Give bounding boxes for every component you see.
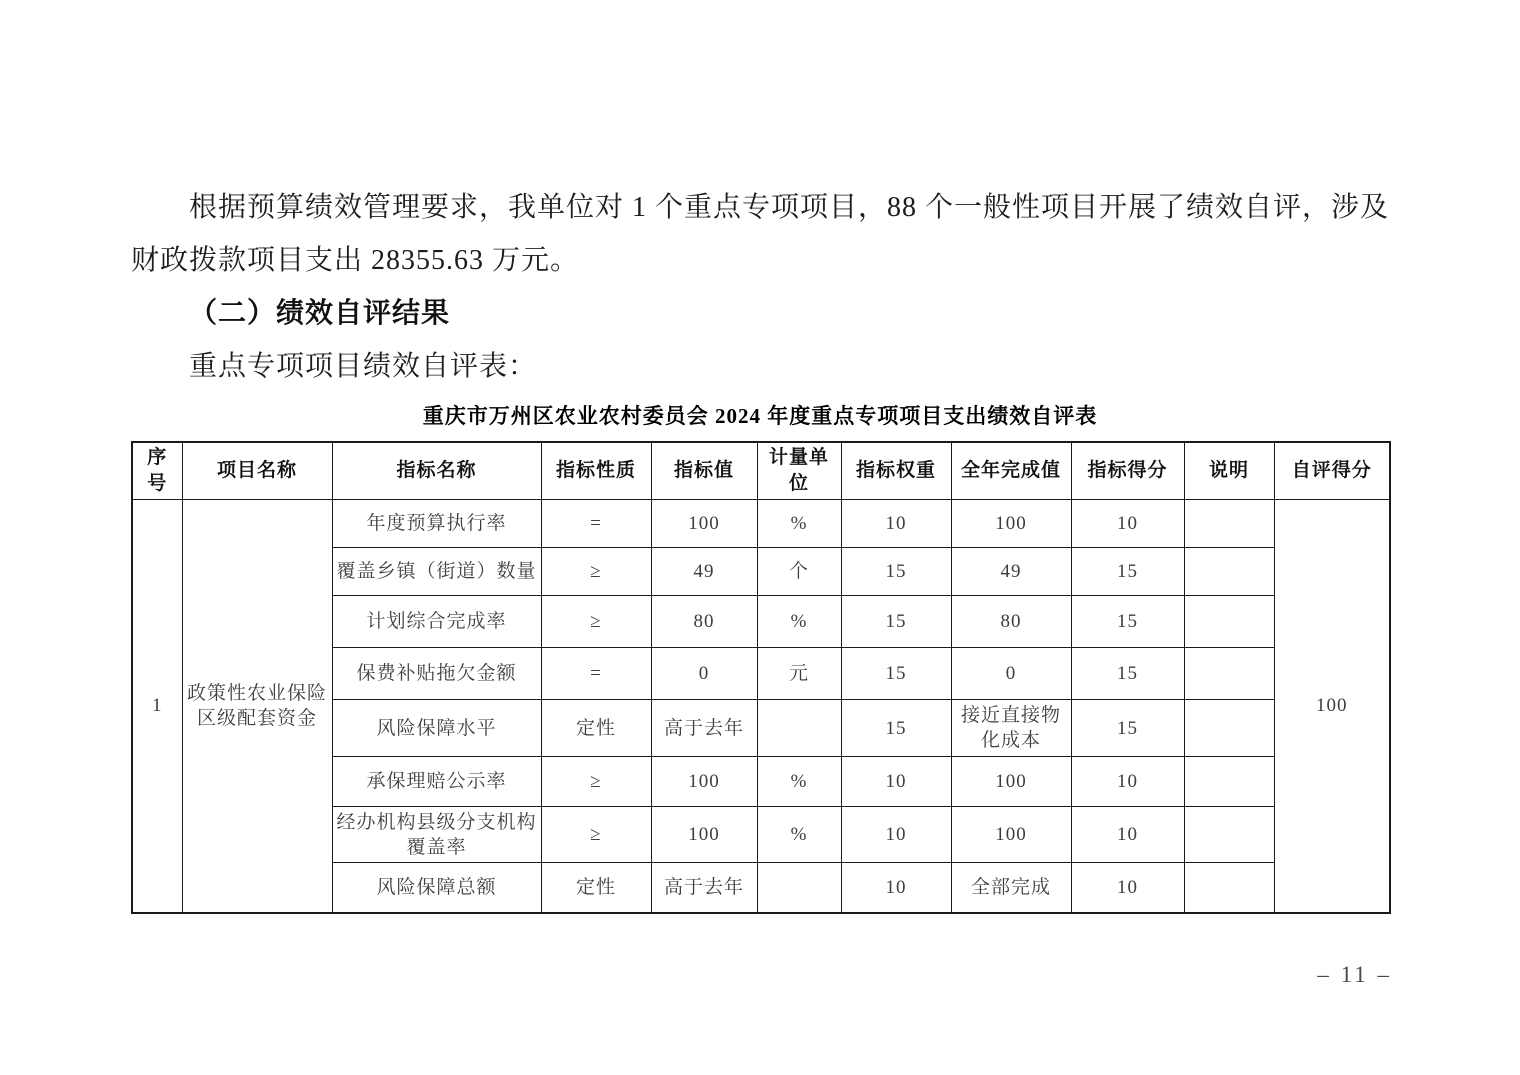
- cell-weight: 10: [841, 807, 951, 863]
- cell-note: [1184, 757, 1274, 807]
- cell-indicator: 经办机构县级分支机构覆盖率: [332, 807, 541, 863]
- cell-score: 15: [1071, 700, 1184, 757]
- header-weight: 指标权重: [841, 442, 951, 500]
- cell-indicator: 风险保障水平: [332, 700, 541, 757]
- header-completed: 全年完成值: [951, 442, 1071, 500]
- cell-completed: 0: [951, 648, 1071, 700]
- cell-unit: 个: [757, 548, 841, 596]
- cell-weight: 10: [841, 757, 951, 807]
- cell-note: [1184, 548, 1274, 596]
- cell-score: 10: [1071, 500, 1184, 548]
- cell-completed: 80: [951, 596, 1071, 648]
- table-row: [132, 500, 1390, 548]
- page-number: – 11 –: [1317, 962, 1392, 987]
- header-project: 项目名称: [182, 442, 332, 500]
- cell-score: 10: [1071, 807, 1184, 863]
- cell-note: [1184, 807, 1274, 863]
- performance-eval-table: [131, 441, 1391, 914]
- table-title: 重庆市万州区农业农村委员会 2024 年度重点专项项目支出绩效自评表: [422, 404, 1098, 428]
- header-value: 指标值: [651, 442, 757, 500]
- cell-note: [1184, 700, 1274, 757]
- cell-nature: ≥: [541, 596, 651, 648]
- cell-value: 0: [651, 648, 757, 700]
- section-heading: （二）绩效自评结果: [189, 298, 451, 329]
- cell-self-score: 100: [1274, 500, 1390, 913]
- cell-value: 高于去年: [651, 700, 757, 757]
- table-intro: 重点专项项目绩效自评表：: [189, 351, 538, 382]
- cell-value: 高于去年: [651, 863, 757, 913]
- cell-completed: 100: [951, 757, 1071, 807]
- header-row: [132, 442, 1390, 500]
- cell-indicator: 承保理赔公示率: [332, 757, 541, 807]
- cell-indicator: 计划综合完成率: [332, 596, 541, 648]
- cell-note: [1184, 596, 1274, 648]
- cell-weight: 15: [841, 548, 951, 596]
- cell-indicator: 保费补贴拖欠金额: [332, 648, 541, 700]
- header-self-score: 自评得分: [1274, 442, 1390, 500]
- cell-weight: 15: [841, 648, 951, 700]
- cell-weight: 10: [841, 863, 951, 913]
- cell-value: 49: [651, 548, 757, 596]
- cell-nature: =: [541, 648, 651, 700]
- cell-score: 10: [1071, 757, 1184, 807]
- cell-score: 15: [1071, 648, 1184, 700]
- cell-seq: 1: [132, 500, 182, 913]
- cell-indicator: 覆盖乡镇（街道）数量: [332, 548, 541, 596]
- cell-score: 10: [1071, 863, 1184, 913]
- cell-unit: [757, 700, 841, 757]
- paragraph-line-2: 财政拨款项目支出 28355.63 万元。: [131, 245, 580, 276]
- cell-unit: %: [757, 596, 841, 648]
- header-indicator: 指标名称: [332, 442, 541, 500]
- cell-value: 100: [651, 500, 757, 548]
- header-nature: 指标性质: [541, 442, 651, 500]
- cell-value: 80: [651, 596, 757, 648]
- cell-indicator: 风险保障总额: [332, 863, 541, 913]
- cell-nature: 定性: [541, 700, 651, 757]
- cell-completed: 100: [951, 807, 1071, 863]
- cell-indicator: 年度预算执行率: [332, 500, 541, 548]
- cell-weight: 10: [841, 500, 951, 548]
- cell-completed: 全部完成: [951, 863, 1071, 913]
- document-body: [131, 0, 1389, 914]
- cell-nature: 定性: [541, 863, 651, 913]
- cell-unit: %: [757, 807, 841, 863]
- cell-weight: 15: [841, 596, 951, 648]
- cell-completed: 接近直接物化成本: [951, 700, 1071, 757]
- cell-nature: ≥: [541, 548, 651, 596]
- header-unit: 计量单位: [757, 442, 841, 500]
- header-score: 指标得分: [1071, 442, 1184, 500]
- cell-unit: [757, 863, 841, 913]
- header-note: 说明: [1184, 442, 1274, 500]
- cell-unit: %: [757, 500, 841, 548]
- cell-nature: ≥: [541, 757, 651, 807]
- header-seq: 序号: [132, 442, 182, 500]
- cell-note: [1184, 500, 1274, 548]
- cell-nature: =: [541, 500, 651, 548]
- paragraph-line-1: 根据预算绩效管理要求，我单位对 1 个重点专项项目，88 个一般性项目开展了绩效自评，涉及: [189, 192, 1390, 223]
- cell-unit: %: [757, 757, 841, 807]
- cell-completed: 49: [951, 548, 1071, 596]
- cell-note: [1184, 648, 1274, 700]
- cell-value: 100: [651, 807, 757, 863]
- cell-completed: 100: [951, 500, 1071, 548]
- cell-nature: ≥: [541, 807, 651, 863]
- cell-weight: 15: [841, 700, 951, 757]
- cell-unit: 元: [757, 648, 841, 700]
- cell-value: 100: [651, 757, 757, 807]
- cell-score: 15: [1071, 548, 1184, 596]
- cell-note: [1184, 863, 1274, 913]
- cell-score: 15: [1071, 596, 1184, 648]
- cell-project-name: 政策性农业保险区级配套资金: [182, 500, 332, 913]
